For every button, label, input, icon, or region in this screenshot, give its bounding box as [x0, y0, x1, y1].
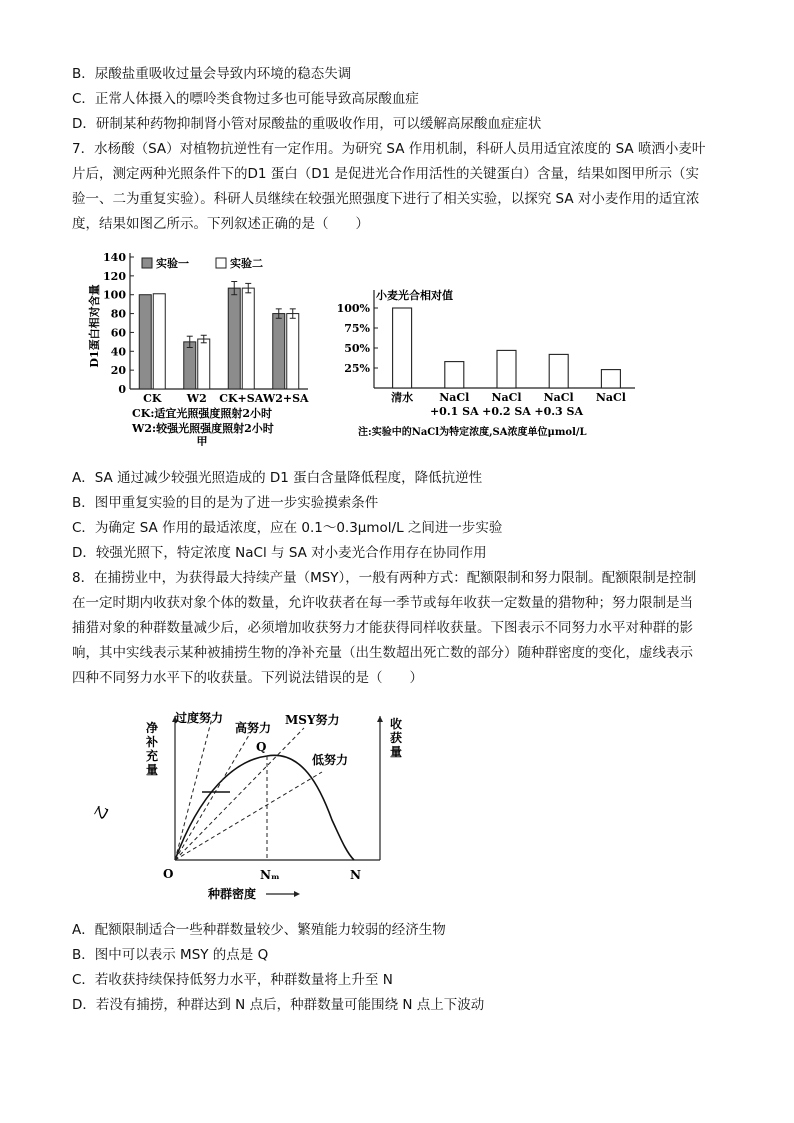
y-tick-label: 25%	[344, 362, 370, 375]
y-tick-label: 140	[103, 251, 126, 264]
q7-stem-line-3: 验一、二为重复实验）。科研人员继续在较强光照强度下进行了相关实验，以探究 SA 对小麦作用的适宜浓	[72, 191, 700, 207]
q6-option-d: D．研制某种药物抑制肾小管对尿酸盐的重吸收作用，可以缓解高尿酸血症症状	[72, 116, 542, 132]
x-tick-label: CK	[143, 392, 162, 405]
chart-title: 小麦光合相对值	[376, 289, 453, 302]
x-tick-label: 清水	[391, 391, 414, 404]
q7-option-b: B．图甲重复实验的目的是为了进一步实验摸索条件	[72, 495, 379, 511]
low-effort-line	[175, 772, 322, 860]
right-axis-label-char: 量	[389, 745, 403, 759]
q7-stem-line-4: 度，结果如图乙所示。下列叙述正确的是（ ）	[72, 216, 369, 232]
bar	[497, 350, 516, 388]
overexploit-effort-line	[175, 718, 212, 860]
right-axis-label-char: 获	[389, 731, 403, 745]
q8-stem-line-5: 四种不同努力水平下的收获量。下列说法错误的是（ ）	[72, 670, 423, 686]
q7-stem-line-1: 7．水杨酸（SA）对植物抗逆性有一定作用。为研究 SA 作用机制，科研人员用适宜浓度的 SA 喷洒小麦叶	[72, 141, 706, 157]
bar-1	[273, 314, 285, 389]
y-tick-label: 60	[110, 326, 126, 340]
figure-harvest-curve	[80, 702, 420, 907]
left-axis-label-char: 充	[145, 749, 159, 763]
label-low-effort: 低努力	[312, 753, 349, 767]
q6-option-c: C．正常人体摄入的嘌呤类食物过多也可能导致高尿酸血症	[72, 91, 419, 107]
bar	[393, 308, 412, 388]
chart-note: 注:实验中的NaCl为特定浓度,SA浓度单位μmol/L	[358, 427, 587, 438]
label-nm: Nₘ	[260, 868, 280, 882]
legend-label-2: 实验二	[230, 257, 263, 270]
left-axis-label-char: 净	[145, 721, 159, 735]
right-axis-arrow	[377, 716, 383, 722]
legend-swatch-2	[216, 258, 226, 268]
label-origin: O	[163, 867, 174, 881]
x-tick-label-2: +0.2 SA	[482, 405, 531, 418]
x-tick-label-2: +0.3 SA	[534, 405, 584, 418]
bar-1	[184, 342, 196, 389]
y-tick-label: 0	[118, 383, 126, 396]
legend-label-1: 实验一	[156, 257, 189, 270]
y-tick-label: 100%	[336, 302, 370, 315]
label-msy-effort: MSY努力	[285, 713, 340, 727]
label-high-effort: 高努力	[235, 721, 272, 735]
left-axis-label-char: 量	[145, 763, 159, 777]
bar-1	[228, 288, 240, 389]
x-tick-label: NaCl	[491, 391, 522, 404]
y-axis-label: D1蛋白相对含量	[88, 284, 101, 368]
bar	[445, 362, 464, 388]
bar	[601, 370, 620, 388]
y-tick-label: 80	[110, 307, 126, 321]
figure-yi-bar-chart	[330, 280, 650, 440]
x-tick-label: NaCl	[595, 391, 626, 404]
q8-option-b: B．图中可以表示 MSY 的点是 Q	[72, 947, 269, 963]
q8-option-c: C．若收获持续保持低努力水平，种群数量将上升至 N	[72, 972, 393, 988]
y-tick-label: 75%	[344, 322, 370, 335]
label-overexploit: 过度努力	[175, 711, 224, 725]
x-axis-label: 种群密度	[208, 887, 257, 901]
high-effort-line	[175, 730, 252, 860]
left-axis-label-char: 补	[145, 735, 159, 749]
note-ck: CK:适宜光照强度照射2小时	[132, 407, 273, 420]
q7-stem-line-2: 片后，测定两种光照条件下的D1 蛋白（D1 是促进光合作用活性的关键蛋白）含量，结果如图甲所示（实	[72, 166, 700, 182]
bar-1	[139, 295, 151, 389]
x-tick-label: CK+SA	[219, 392, 264, 405]
q8-option-d: D．若没有捕捞，种群达到 N 点后，种群数量可能围绕 N 点上下波动	[72, 997, 485, 1013]
q7-option-a: A．SA 通过减少较强光照造成的 D1 蛋白含量降低程度，降低抗逆性	[72, 470, 483, 486]
bar	[549, 354, 568, 388]
right-axis-label-char: 收	[389, 717, 403, 731]
label-q-point: Q	[256, 740, 267, 754]
bar-2	[287, 314, 299, 389]
q8-option-a: A．配额限制适合一些种群数量较少、繁殖能力较弱的经济生物	[72, 922, 446, 938]
y-tick-label: 50%	[344, 342, 370, 355]
y-tick-label: 100	[103, 288, 126, 302]
q8-stem-line-1: 8．在捕捞业中，为获得最大持续产量（MSY），一般有两种方式：配额限制和努力限制。配额限制是控制	[72, 570, 697, 586]
q8-stem-line-4: 响，其中实线表示某种被捕捞生物的净补充量（出生数超出死亡数的部分）随种群密度的变化，虚线表示	[72, 645, 693, 661]
q8-stem-line-3: 捕猎对象的种群数量减少后，必须增加收获努力才能获得同样收获量。下图表示不同努力水平对种群的影	[72, 620, 693, 636]
x-tick-label: NaCl	[439, 391, 470, 404]
y-tick-label: 120	[103, 269, 126, 283]
q8-stem-line-2: 在一定时期内收获对象个体的数量，允许收获者在每一季节或每年收获一定数量的猎物种；努力限制是当	[72, 595, 693, 611]
x-tick-label: W2	[186, 392, 207, 405]
x-axis-label-arrow-head	[294, 891, 300, 897]
x-tick-label: W2+SA	[262, 392, 309, 405]
q7-option-c: C．为确定 SA 作用的最适浓度，应在 0.1～0.3μmol/L 之间进一步实验	[72, 520, 503, 536]
bar-2	[242, 288, 254, 389]
bar-2	[198, 339, 210, 389]
x-tick-label-2: +0.1 SA	[429, 405, 479, 418]
y-tick-label: 40	[110, 345, 126, 359]
side-mark: 乙	[92, 803, 112, 822]
figure-jia-bar-chart	[86, 246, 322, 446]
q7-option-d: D．较强光照下，特定浓度 NaCl 与 SA 对小麦光合作用存在协同作用	[72, 545, 487, 561]
figure-title: 甲	[196, 435, 208, 446]
q6-option-b: B．尿酸盐重吸收过量会导致内环境的稳态失调	[72, 66, 352, 82]
y-tick-label: 20	[110, 364, 126, 378]
label-n: N	[350, 868, 361, 882]
note-w2: W2:较强光照强度照射2小时	[132, 422, 274, 435]
x-tick-label: NaCl	[543, 391, 574, 404]
bar-2	[153, 294, 165, 389]
legend-swatch-1	[142, 258, 152, 268]
